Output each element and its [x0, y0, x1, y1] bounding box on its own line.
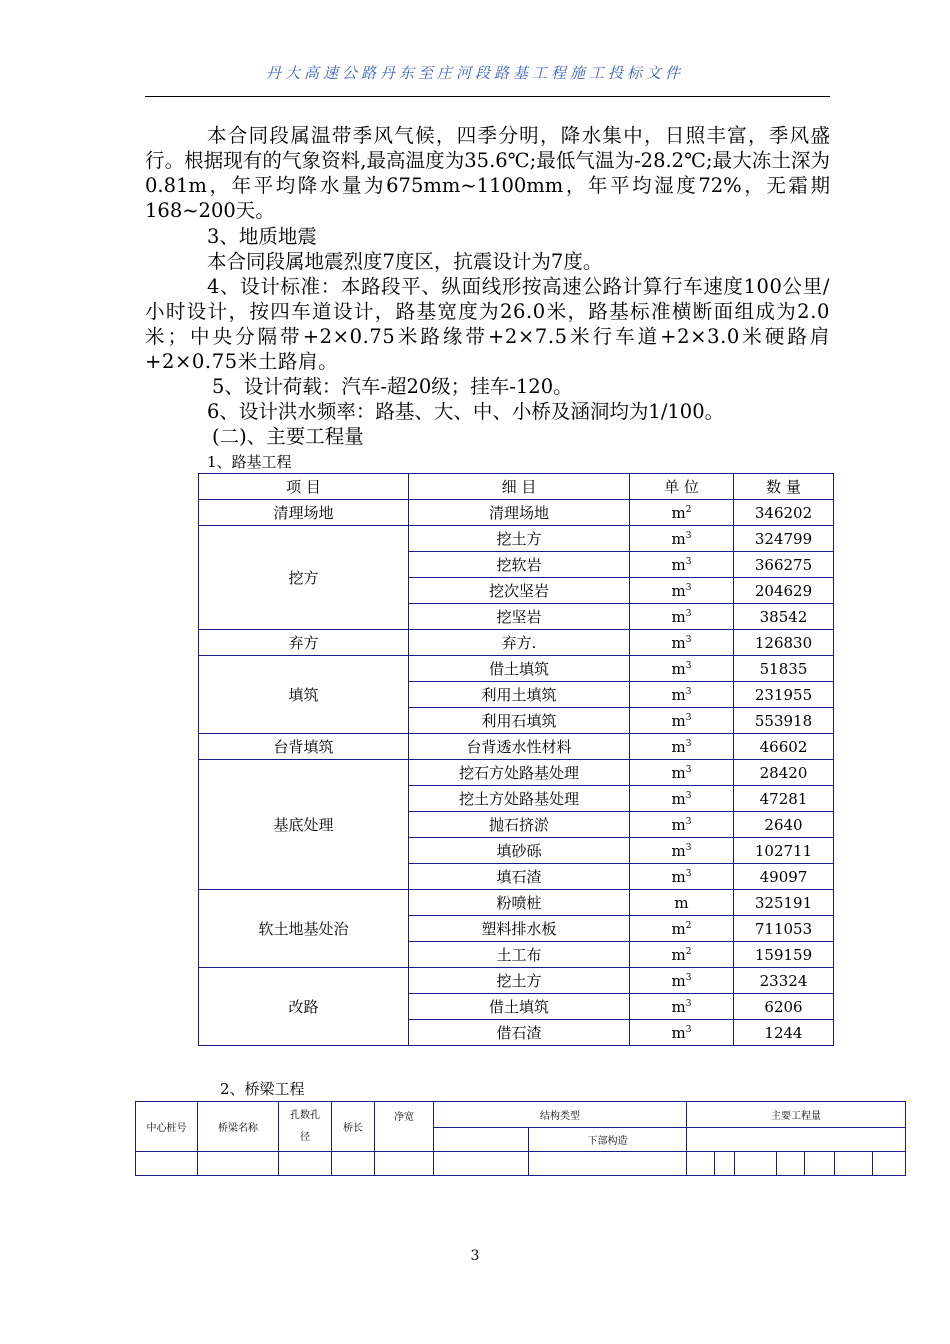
unit-cell [630, 552, 734, 578]
quantity-cell: 38542 [734, 604, 834, 630]
detail-cell: 粉喷桩 [409, 890, 630, 916]
unit-exponent: 3 [685, 868, 692, 879]
bridge-col-spans-b: 径 [300, 1131, 310, 1143]
table-row [199, 890, 834, 916]
item-cell: 挖方 [199, 526, 409, 630]
unit-base: m [671, 685, 686, 704]
bridge-col-main-quantities: 主要工程量 [687, 1102, 906, 1128]
page-number: 3 [470, 1248, 480, 1264]
quantity-cell: 6206 [734, 994, 834, 1020]
quantity-cell: 711053 [734, 916, 834, 942]
detail-cell: 抛石挤淤 [409, 812, 630, 838]
unit-base: m [671, 763, 686, 782]
unit-cell [630, 838, 734, 864]
quantity-cell: 51835 [734, 656, 834, 682]
header-rule [145, 96, 830, 97]
quantity-cell: 2640 [734, 812, 834, 838]
quantity-cell: 49097 [734, 864, 834, 890]
quantity-cell: 204629 [734, 578, 834, 604]
unit-base: m [671, 867, 686, 886]
quantity-cell: 346202 [734, 500, 834, 526]
detail-cell: 挖石方处路基处理 [409, 760, 630, 786]
section-heading: (二)、主要工程量 [212, 425, 364, 448]
detail-cell: 土工布 [409, 942, 630, 968]
item-cell: 软土地基处治 [199, 890, 409, 968]
quantity-cell: 126830 [734, 630, 834, 656]
unit-base: m [671, 659, 686, 678]
bridge-cell [687, 1152, 715, 1176]
unit-exponent: 3 [685, 764, 692, 775]
unit-base: m [671, 997, 686, 1016]
unit-base: m [671, 737, 686, 756]
unit-exponent: 3 [685, 582, 692, 593]
unit-cell [630, 578, 734, 604]
detail-cell: 填石渣 [409, 864, 630, 890]
unit-cell [630, 968, 734, 994]
table-row [199, 760, 834, 786]
unit-base: m [671, 555, 686, 574]
bridge-table [135, 1101, 906, 1176]
unit-cell [630, 1020, 734, 1046]
detail-cell: 台背透水性材料 [409, 734, 630, 760]
unit-exponent: 2 [685, 946, 692, 957]
unit-exponent: 3 [685, 530, 692, 541]
quantity-cell: 102711 [734, 838, 834, 864]
bridge-col-spans [279, 1102, 332, 1152]
bridge-col-substructure: 下部构造 [529, 1128, 687, 1152]
table-row [199, 968, 834, 994]
unit-cell [630, 656, 734, 682]
unit-cell [630, 604, 734, 630]
detail-cell: 清理场地 [409, 500, 630, 526]
bridge-subheading: 2、桥梁工程 [220, 1080, 305, 1098]
unit-base: m [671, 945, 686, 964]
quantity-cell: 46602 [734, 734, 834, 760]
bridge-col-net-width: 净宽 [375, 1102, 434, 1152]
unit-cell [630, 526, 734, 552]
unit-exponent: 3 [685, 712, 692, 723]
quantity-cell: 1244 [734, 1020, 834, 1046]
bridge-cell [136, 1152, 198, 1176]
table-header-row [199, 474, 834, 500]
running-header: 丹大高速公路丹东至庄河段路基工程施工投标文件 [265, 64, 684, 82]
quantity-cell: 325191 [734, 890, 834, 916]
bridge-col-name: 桥梁名称 [198, 1102, 279, 1152]
bridge-col-structure-type: 结构类型 [434, 1102, 687, 1128]
detail-cell: 塑料排水板 [409, 916, 630, 942]
bridge-cell [529, 1152, 687, 1176]
unit-base: m [671, 1023, 686, 1042]
quantity-cell: 28420 [734, 760, 834, 786]
item-cell: 清理场地 [199, 500, 409, 526]
unit-base: m [674, 893, 689, 912]
item-cell: 填筑 [199, 656, 409, 734]
quantity-cell: 47281 [734, 786, 834, 812]
detail-cell: 挖坚岩 [409, 604, 630, 630]
unit-base: m [671, 607, 686, 626]
unit-exponent: 3 [685, 738, 692, 749]
flood-frequency-text: 6、设计洪水频率：路基、大、中、小桥及涵洞均为1/100。 [207, 400, 725, 423]
bridge-cell [434, 1152, 529, 1176]
unit-base: m [671, 971, 686, 990]
detail-cell: 借石渣 [409, 1020, 630, 1046]
unit-exponent: 3 [685, 686, 692, 697]
detail-cell: 挖土方 [409, 968, 630, 994]
unit-cell [630, 864, 734, 890]
table-row [199, 630, 834, 656]
table-row [199, 734, 834, 760]
item-cell: 改路 [199, 968, 409, 1046]
unit-cell [630, 708, 734, 734]
unit-exponent: 3 [685, 816, 692, 827]
climate-paragraph [145, 123, 830, 223]
bridge-cell [715, 1152, 735, 1176]
detail-cell: 挖土方处路基处理 [409, 786, 630, 812]
unit-exponent: 2 [685, 920, 692, 931]
unit-cell [630, 994, 734, 1020]
unit-base: m [671, 815, 686, 834]
unit-exponent: 3 [685, 972, 692, 983]
bridge-cell [873, 1152, 906, 1176]
item-cell: 台背填筑 [199, 734, 409, 760]
quantity-cell: 324799 [734, 526, 834, 552]
unit-base: m [671, 841, 686, 860]
bridge-cell [735, 1152, 777, 1176]
bridge-cell [279, 1152, 332, 1176]
unit-cell [630, 812, 734, 838]
unit-cell [630, 734, 734, 760]
table-row [199, 500, 834, 526]
unit-base: m [671, 503, 686, 522]
quantity-cell: 159159 [734, 942, 834, 968]
unit-cell [630, 500, 734, 526]
unit-exponent: 3 [685, 608, 692, 619]
table-header-cell: 数 量 [734, 474, 834, 500]
detail-cell: 利用土填筑 [409, 682, 630, 708]
bridge-cell [777, 1152, 805, 1176]
table-header-cell: 单 位 [630, 474, 734, 500]
quantity-cell: 231955 [734, 682, 834, 708]
seismic-text: 本合同段属地震烈度7度区，抗震设计为7度。 [207, 250, 603, 273]
unit-base: m [671, 919, 686, 938]
unit-exponent: 2 [685, 504, 692, 515]
unit-cell [630, 942, 734, 968]
detail-cell: 挖软岩 [409, 552, 630, 578]
unit-exponent: 3 [685, 842, 692, 853]
unit-base: m [671, 711, 686, 730]
bridge-superstructure-cell [434, 1128, 529, 1152]
table-row [199, 656, 834, 682]
unit-exponent: 3 [685, 556, 692, 567]
bridge-col-spans-a: 孔数孔 [290, 1109, 320, 1121]
bridge-col-center-pile: 中心桩号 [136, 1102, 198, 1152]
unit-exponent: 3 [685, 634, 692, 645]
table-header-cell: 细 目 [409, 474, 630, 500]
detail-cell: 利用石填筑 [409, 708, 630, 734]
unit-cell [630, 630, 734, 656]
unit-cell [630, 786, 734, 812]
quantity-cell: 553918 [734, 708, 834, 734]
unit-exponent: 3 [685, 998, 692, 1009]
unit-base: m [671, 633, 686, 652]
quantity-cell: 23324 [734, 968, 834, 994]
detail-cell: 借土填筑 [409, 994, 630, 1020]
unit-cell [630, 760, 734, 786]
detail-cell: 挖次坚岩 [409, 578, 630, 604]
item-cell: 弃方 [199, 630, 409, 656]
unit-exponent: 3 [685, 790, 692, 801]
bridge-cell [375, 1152, 434, 1176]
unit-cell [630, 916, 734, 942]
unit-base: m [671, 529, 686, 548]
detail-cell: 挖土方 [409, 526, 630, 552]
unit-exponent: 3 [685, 660, 692, 671]
design-load-text: 5、设计荷载：汽车-超20级；挂车-120。 [212, 375, 573, 398]
table-header-cell: 项 目 [199, 474, 409, 500]
geology-heading: 3、地质地震 [207, 225, 317, 248]
design-standard-text: 4、设计标准：本路段平、纵面线形按高速公路计算行车速度100公里/小时设计，按四车道设计，路基宽度为26.0米，路基标准横断面组成为2.0米；中央分隔带+2×0.75米路缘带+2×7.5米行车道+2×3.0米硬路肩+2×0.75米土路肩。 [145, 275, 830, 373]
roadbed-quantity-table [198, 473, 834, 1046]
unit-base: m [671, 581, 686, 600]
unit-cell [630, 682, 734, 708]
bridge-cell [332, 1152, 375, 1176]
detail-cell: 借土填筑 [409, 656, 630, 682]
unit-base: m [671, 789, 686, 808]
unit-cell [630, 890, 734, 916]
bridge-col-length: 桥长 [332, 1102, 375, 1152]
table-row [199, 526, 834, 552]
item-cell: 基底处理 [199, 760, 409, 890]
bridge-cell [198, 1152, 279, 1176]
quantity-cell: 366275 [734, 552, 834, 578]
bridge-quantities-spacer [687, 1128, 906, 1152]
design-standard-paragraph [145, 274, 830, 374]
bridge-cell [835, 1152, 873, 1176]
climate-text: 本合同段属温带季风气候，四季分明，降水集中，日照丰富，季风盛行。根据现有的气象资料,最高温度为35.6℃;最低气温为-28.2℃;最大冻土深为0.81m，年平均降水量为675mm~1100mm，年平均湿度72%，无霜期168~200天。 [145, 124, 830, 222]
detail-cell: 弃方. [409, 630, 630, 656]
bridge-cell [805, 1152, 835, 1176]
roadbed-subheading: 1、路基工程 [207, 453, 292, 471]
unit-exponent: 3 [685, 1024, 692, 1035]
detail-cell: 填砂砾 [409, 838, 630, 864]
